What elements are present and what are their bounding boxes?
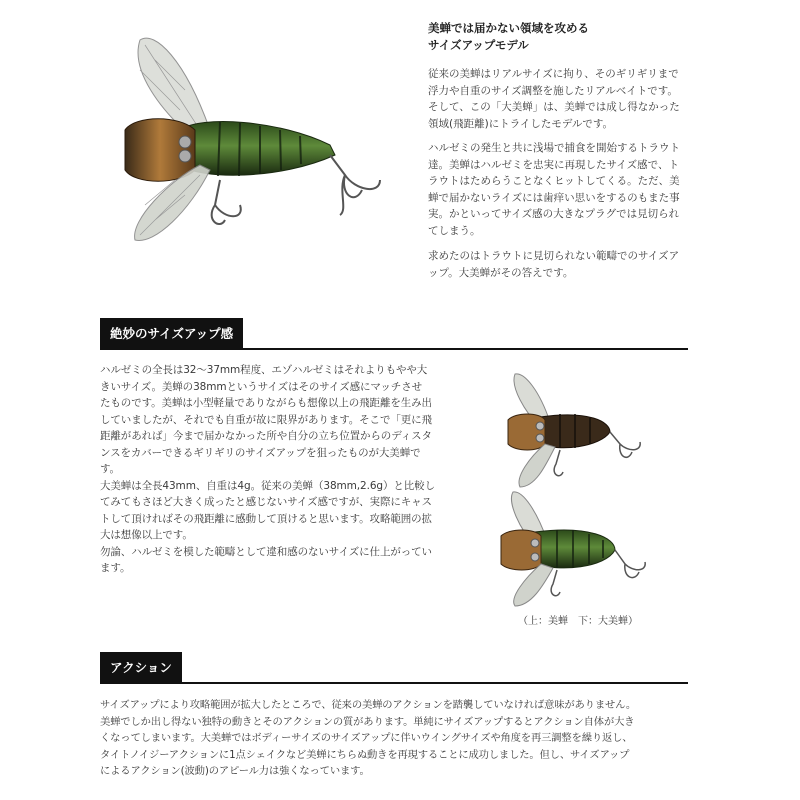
intro-paragraph-1: 従来の美蝉はリアルサイズに拘り、そのギリギリまで 浮力や自重のサイズ調整を施したリアルベイトです。 そして、この「大美蝉」は、美蝉では成し得なかった 領域(飛距離)にトライしたモデルです。 (428, 68, 680, 130)
section-size-body: ハルゼミの全長は32～37mm程度、エゾハルゼミはそれよりもやや大 きいサイズ。美蝉の38mmというサイズはそのサイズ感にマッチさせ たものです。美蝉は小型軽量でありながらも想像以上の飛距離を生み出 していましたが、それでも自重が故に限界があります。そこで「更に飛 距離があれば」今まで届かなかった所や自分の立ち位置からのディスタ ンスをカバーできるギリギリのサイズアップを狙ったものが大美蝉で す。 大美蝉は全長43mm、自重は4g。従来の美蝉（38mm,2.6g）と比較し てみてもさほど大きく成ったと感じないサイズ感ですが、実際にキャス トして頂ければその飛距離に感動して頂けると思います。攻略範囲の拡 大は想像以上です。 勿論、ハルゼミを模した範疇として違和感のないサイズに仕上がってい ます。 (100, 364, 435, 574)
section-size-heading: 絶妙のサイズアップ感 (100, 318, 243, 350)
section-action-heading: アクション (100, 652, 182, 684)
intro-headline: 美蝉では届かない領域を攻める サイズアップモデル (428, 21, 589, 52)
lure-comparison-caption: （上：美蝉 下：大美蝉） (518, 616, 638, 627)
intro-paragraph-2: ハルゼミの発生と共に浅場で捕食を開始するトラウト 達。美蝉はハルゼミを忠実に再現したサイズ感で、ト ラウトはためらうことなくヒットしてくる。ただ、美 蝉で届かないライズには歯痒い思いをするのもまた事 実。かといってサイズ感の大きなプラグでは見切られ てしまう。 (428, 142, 680, 237)
intro-paragraph-3: 求めたのはトラウトに見切られない範疇でのサイズア ップ。大美蝉がその答えです。 (428, 250, 680, 279)
small-lure-image-bottom (495, 490, 655, 608)
section-action-rule (100, 682, 688, 684)
small-lure-image-top (500, 372, 650, 490)
section-action-body: サイズアップにより攻略範囲が拡大したところで、従来の美蝉のアクションを踏襲していなければ意味がありません。 美蝉でしか出し得ない独特の動きとそのアクションの質があります。単純にサイズアップするとアクション自体が大き くなってしまいます。大美蝉ではボディーサイズのサイズアップに伴いウイングサイズや角度を再三調整を繰り返し、 タイトノイジーアクションに1点シェイクなど美蝉にちらぬ動きを再現することに成功しました。但し、サイズアップ によるアクション(波動)のアピール力は強くなっています。 (100, 699, 637, 777)
large-lure-image (100, 30, 400, 250)
